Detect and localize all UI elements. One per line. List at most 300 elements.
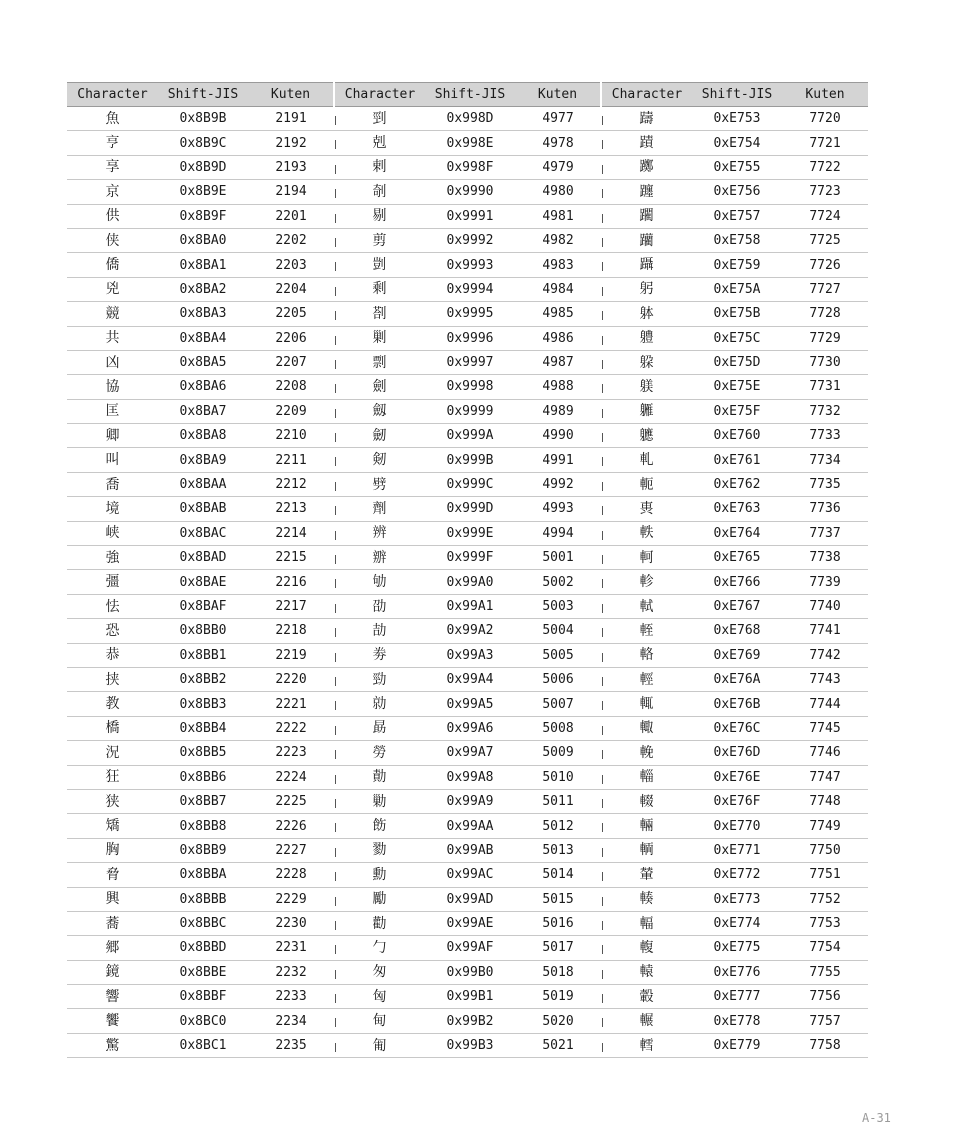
kuten-cell: 7731 (782, 375, 868, 399)
shift-jis-cell: 0x8BB6 (158, 765, 248, 789)
shift-jis-cell: 0x8BAF (158, 594, 248, 618)
shift-jis-cell: 0xE76F (692, 789, 782, 813)
character-cell: 狂 (67, 765, 158, 789)
character-cell: 輹 (601, 936, 692, 960)
table-row (67, 789, 868, 813)
kuten-cell: 2217 (248, 594, 334, 618)
shift-jis-cell: 0x999D (425, 497, 515, 521)
shift-jis-cell: 0x8BA4 (158, 326, 248, 350)
shift-jis-cell: 0xE765 (692, 546, 782, 570)
character-cell: 躑 (601, 155, 692, 179)
shift-jis-cell: 0xE76D (692, 741, 782, 765)
shift-jis-cell: 0xE75A (692, 277, 782, 301)
kuten-cell: 2193 (248, 155, 334, 179)
shift-jis-cell: 0xE773 (692, 887, 782, 911)
shift-jis-cell: 0x999F (425, 546, 515, 570)
character-cell: 挟 (67, 667, 158, 691)
character-cell: 劵 (334, 643, 425, 667)
table-row (67, 911, 868, 935)
character-cell: 強 (67, 546, 158, 570)
shift-jis-cell: 0xE755 (692, 155, 782, 179)
shift-jis-cell: 0x8BA7 (158, 399, 248, 423)
character-cell: 供 (67, 204, 158, 228)
shift-jis-cell: 0x9992 (425, 228, 515, 252)
character-cell: 軆 (601, 326, 692, 350)
kuten-cell: 5005 (515, 643, 601, 667)
shift-jis-cell: 0x999B (425, 448, 515, 472)
character-cell: 協 (67, 375, 158, 399)
character-cell: 劔 (334, 399, 425, 423)
table-row (67, 814, 868, 838)
kuten-cell: 2219 (248, 643, 334, 667)
shift-jis-cell: 0x8BAD (158, 546, 248, 570)
kuten-cell: 2202 (248, 228, 334, 252)
header-row (67, 83, 868, 107)
kuten-cell: 7727 (782, 277, 868, 301)
kuten-cell: 4978 (515, 131, 601, 155)
kuten-cell: 2206 (248, 326, 334, 350)
kuten-cell: 2232 (248, 960, 334, 984)
shift-jis-cell: 0xE777 (692, 985, 782, 1009)
shift-jis-cell: 0xE771 (692, 838, 782, 862)
shift-jis-cell: 0x8BBD (158, 936, 248, 960)
character-cell: 勹 (334, 936, 425, 960)
kuten-cell: 7721 (782, 131, 868, 155)
kuten-cell: 2205 (248, 302, 334, 326)
character-cell: 驚 (67, 1033, 158, 1057)
character-cell: 匡 (67, 399, 158, 423)
character-cell: 饗 (67, 1009, 158, 1033)
character-cell: 輕 (601, 667, 692, 691)
table-row (67, 497, 868, 521)
shift-jis-cell: 0xE764 (692, 521, 782, 545)
kuten-cell: 7736 (782, 497, 868, 521)
character-cell: 輜 (601, 765, 692, 789)
character-cell: 境 (67, 497, 158, 521)
kuten-cell: 4982 (515, 228, 601, 252)
character-cell: 軅 (601, 399, 692, 423)
character-cell: 劭 (334, 594, 425, 618)
character-cell: 匆 (334, 960, 425, 984)
character-cell: 軾 (601, 594, 692, 618)
character-cell: 享 (67, 155, 158, 179)
kuten-cell: 7741 (782, 619, 868, 643)
character-cell: 輾 (601, 1009, 692, 1033)
shift-jis-cell: 0x99A0 (425, 570, 515, 594)
shift-jis-cell: 0x8BC1 (158, 1033, 248, 1057)
kuten-cell: 2216 (248, 570, 334, 594)
table-row (67, 424, 868, 448)
kuten-cell: 5018 (515, 960, 601, 984)
shift-jis-cell: 0xE766 (692, 570, 782, 594)
table-row (67, 253, 868, 277)
kuten-cell: 5013 (515, 838, 601, 862)
shift-jis-cell: 0x8BBF (158, 985, 248, 1009)
kuten-cell: 2218 (248, 619, 334, 643)
shift-jis-cell: 0x8BA5 (158, 350, 248, 374)
shift-jis-cell: 0x8BB1 (158, 643, 248, 667)
shift-jis-cell: 0xE775 (692, 936, 782, 960)
kuten-cell: 2214 (248, 521, 334, 545)
table-row (67, 228, 868, 252)
kuten-cell: 5012 (515, 814, 601, 838)
table-row (67, 546, 868, 570)
table-row (67, 887, 868, 911)
character-cell: 轂 (601, 985, 692, 1009)
shift-jis-cell: 0x8BC0 (158, 1009, 248, 1033)
kuten-cell: 7747 (782, 765, 868, 789)
shift-jis-cell: 0xE756 (692, 180, 782, 204)
character-cell: 競 (67, 302, 158, 326)
kuten-cell: 7720 (782, 107, 868, 131)
character-cell: 勳 (334, 863, 425, 887)
kuten-cell: 7726 (782, 253, 868, 277)
kuten-cell: 4994 (515, 521, 601, 545)
table-row (67, 131, 868, 155)
shift-jis-cell: 0xE772 (692, 863, 782, 887)
kuten-cell: 4986 (515, 326, 601, 350)
table-row (67, 375, 868, 399)
kuten-cell: 2223 (248, 741, 334, 765)
table-row (67, 326, 868, 350)
kuten-cell: 5008 (515, 716, 601, 740)
kuten-cell: 2220 (248, 667, 334, 691)
shift-jis-cell: 0xE753 (692, 107, 782, 131)
table-row (67, 960, 868, 984)
character-cell: 輳 (601, 887, 692, 911)
shift-jis-cell: 0x8BA3 (158, 302, 248, 326)
shift-jis-cell: 0x8B9F (158, 204, 248, 228)
kuten-cell: 7756 (782, 985, 868, 1009)
kuten-cell: 7746 (782, 741, 868, 765)
shift-jis-cell: 0x99B1 (425, 985, 515, 1009)
kuten-cell: 7737 (782, 521, 868, 545)
character-cell: 躾 (601, 375, 692, 399)
shift-jis-cell: 0xE76C (692, 716, 782, 740)
kuten-cell: 7755 (782, 960, 868, 984)
shift-jis-cell: 0x99A6 (425, 716, 515, 740)
character-cell: 胸 (67, 838, 158, 862)
kuten-cell: 7733 (782, 424, 868, 448)
character-cell: 躙 (601, 204, 692, 228)
kuten-cell: 2234 (248, 1009, 334, 1033)
shift-jis-cell: 0xE75C (692, 326, 782, 350)
character-cell: 共 (67, 326, 158, 350)
character-code-table (67, 82, 868, 1058)
shift-jis-cell: 0xE754 (692, 131, 782, 155)
shift-jis-cell: 0x999A (425, 424, 515, 448)
character-cell: 橋 (67, 716, 158, 740)
shift-jis-cell: 0x8B9E (158, 180, 248, 204)
table-row (67, 155, 868, 179)
shift-jis-cell: 0x9998 (425, 375, 515, 399)
kuten-cell: 7751 (782, 863, 868, 887)
header-shift-jis: Shift-JIS (158, 83, 248, 107)
character-cell: 軫 (601, 570, 692, 594)
shift-jis-cell: 0xE763 (692, 497, 782, 521)
page-number: A-31 (862, 1111, 891, 1125)
table-row (67, 692, 868, 716)
character-cell: 狭 (67, 789, 158, 813)
kuten-cell: 4988 (515, 375, 601, 399)
shift-jis-cell: 0x8BB9 (158, 838, 248, 862)
character-cell: 勸 (334, 911, 425, 935)
table-body (67, 107, 868, 1058)
character-cell: 軈 (601, 424, 692, 448)
kuten-cell: 2225 (248, 789, 334, 813)
shift-jis-cell: 0x998E (425, 131, 515, 155)
table-row (67, 277, 868, 301)
shift-jis-cell: 0xE761 (692, 448, 782, 472)
shift-jis-cell: 0xE762 (692, 472, 782, 496)
header-character: Character (601, 83, 692, 107)
character-cell: 躬 (601, 277, 692, 301)
character-cell: 輓 (601, 741, 692, 765)
character-cell: 恭 (67, 643, 158, 667)
shift-jis-cell: 0x8BAC (158, 521, 248, 545)
kuten-cell: 2227 (248, 838, 334, 862)
shift-jis-cell: 0x9994 (425, 277, 515, 301)
character-cell: 剱 (334, 448, 425, 472)
kuten-cell: 4992 (515, 472, 601, 496)
character-cell: 輙 (601, 716, 692, 740)
shift-jis-cell: 0xE76A (692, 667, 782, 691)
shift-jis-cell: 0x999E (425, 521, 515, 545)
shift-jis-cell: 0x99B2 (425, 1009, 515, 1033)
shift-jis-cell: 0x8BB8 (158, 814, 248, 838)
header-character: Character (67, 83, 158, 107)
kuten-cell: 7730 (782, 350, 868, 374)
character-cell: 卿 (67, 424, 158, 448)
shift-jis-cell: 0x99A8 (425, 765, 515, 789)
shift-jis-cell: 0xE76E (692, 765, 782, 789)
kuten-cell: 2203 (248, 253, 334, 277)
character-cell: 叫 (67, 448, 158, 472)
shift-jis-cell: 0x8BAE (158, 570, 248, 594)
character-cell: 喬 (67, 472, 158, 496)
shift-jis-cell: 0x8B9D (158, 155, 248, 179)
character-cell: 勗 (334, 716, 425, 740)
shift-jis-cell: 0x8BB0 (158, 619, 248, 643)
character-cell: 躰 (601, 302, 692, 326)
character-cell: 鏡 (67, 960, 158, 984)
kuten-cell: 7744 (782, 692, 868, 716)
shift-jis-cell: 0x8BAB (158, 497, 248, 521)
character-cell: 輅 (601, 643, 692, 667)
kuten-cell: 2230 (248, 911, 334, 935)
table-row (67, 204, 868, 228)
shift-jis-cell: 0x99A4 (425, 667, 515, 691)
shift-jis-cell: 0xE774 (692, 911, 782, 935)
header-shift-jis: Shift-JIS (692, 83, 782, 107)
character-cell: 勣 (334, 765, 425, 789)
shift-jis-cell: 0xE769 (692, 643, 782, 667)
character-cell: 矯 (67, 814, 158, 838)
table-row (67, 350, 868, 374)
kuten-cell: 7757 (782, 1009, 868, 1033)
kuten-cell: 7749 (782, 814, 868, 838)
shift-jis-cell: 0xE759 (692, 253, 782, 277)
kuten-cell: 2212 (248, 472, 334, 496)
kuten-cell: 7752 (782, 887, 868, 911)
kuten-cell: 4983 (515, 253, 601, 277)
kuten-cell: 4990 (515, 424, 601, 448)
kuten-cell: 2204 (248, 277, 334, 301)
character-cell: 輌 (601, 838, 692, 862)
shift-jis-cell: 0x8B9B (158, 107, 248, 131)
character-cell: 劬 (334, 570, 425, 594)
shift-jis-cell: 0xE75B (692, 302, 782, 326)
character-cell: 剋 (334, 131, 425, 155)
kuten-cell: 7722 (782, 155, 868, 179)
shift-jis-cell: 0x99AE (425, 911, 515, 935)
kuten-cell: 2226 (248, 814, 334, 838)
table-row (67, 570, 868, 594)
character-cell: 剔 (334, 204, 425, 228)
character-cell: 剴 (334, 253, 425, 277)
kuten-cell: 7734 (782, 448, 868, 472)
shift-jis-cell: 0x99A7 (425, 741, 515, 765)
shift-jis-cell: 0x9995 (425, 302, 515, 326)
character-cell: 興 (67, 887, 158, 911)
character-cell: 躊 (601, 107, 692, 131)
kuten-cell: 5016 (515, 911, 601, 935)
kuten-cell: 2229 (248, 887, 334, 911)
shift-jis-cell: 0x8BA2 (158, 277, 248, 301)
character-cell: 亨 (67, 131, 158, 155)
character-cell: 輟 (601, 789, 692, 813)
shift-jis-cell: 0x8BBA (158, 863, 248, 887)
shift-jis-cell: 0x8BB4 (158, 716, 248, 740)
shift-jis-cell: 0xE778 (692, 1009, 782, 1033)
kuten-cell: 7753 (782, 911, 868, 935)
character-cell: 況 (67, 741, 158, 765)
character-cell: 僑 (67, 253, 158, 277)
kuten-cell: 2192 (248, 131, 334, 155)
shift-jis-cell: 0x8BA0 (158, 228, 248, 252)
character-cell: 辧 (334, 546, 425, 570)
kuten-cell: 2222 (248, 716, 334, 740)
character-cell: 剩 (334, 277, 425, 301)
character-cell: 劈 (334, 472, 425, 496)
character-cell: 勍 (334, 692, 425, 716)
table-row (67, 765, 868, 789)
table-row (67, 180, 868, 204)
kuten-cell: 2207 (248, 350, 334, 374)
table-row (67, 716, 868, 740)
character-cell: 輻 (601, 911, 692, 935)
kuten-cell: 5014 (515, 863, 601, 887)
kuten-cell: 2213 (248, 497, 334, 521)
character-cell: 飭 (334, 814, 425, 838)
kuten-cell: 5004 (515, 619, 601, 643)
shift-jis-cell: 0xE767 (692, 594, 782, 618)
character-cell: 劒 (334, 424, 425, 448)
table-row (67, 594, 868, 618)
shift-jis-cell: 0x8BBE (158, 960, 248, 984)
kuten-cell: 4993 (515, 497, 601, 521)
kuten-cell: 2211 (248, 448, 334, 472)
kuten-cell: 5015 (515, 887, 601, 911)
table-row (67, 936, 868, 960)
shift-jis-cell: 0x8BBC (158, 911, 248, 935)
kuten-cell: 7745 (782, 716, 868, 740)
kuten-cell: 7735 (782, 472, 868, 496)
character-cell: 蹟 (601, 131, 692, 155)
kuten-cell: 2191 (248, 107, 334, 131)
character-cell: 凶 (67, 350, 158, 374)
shift-jis-cell: 0x99A2 (425, 619, 515, 643)
character-cell: 躔 (601, 180, 692, 204)
kuten-cell: 2194 (248, 180, 334, 204)
shift-jis-cell: 0xE768 (692, 619, 782, 643)
character-cell: 軣 (601, 497, 692, 521)
character-cell: 劑 (334, 497, 425, 521)
table-row (67, 472, 868, 496)
kuten-cell: 7750 (782, 838, 868, 862)
table-row (67, 985, 868, 1009)
character-cell: 京 (67, 180, 158, 204)
character-cell: 轅 (601, 960, 692, 984)
character-cell: 怯 (67, 594, 158, 618)
shift-jis-cell: 0x99AC (425, 863, 515, 887)
shift-jis-cell: 0x99B3 (425, 1033, 515, 1057)
character-cell: 劍 (334, 375, 425, 399)
kuten-cell: 5009 (515, 741, 601, 765)
shift-jis-cell: 0xE75E (692, 375, 782, 399)
shift-jis-cell: 0x99AB (425, 838, 515, 862)
shift-jis-cell: 0x99AA (425, 814, 515, 838)
character-cell: 勦 (334, 789, 425, 813)
header-character: Character (334, 83, 425, 107)
character-cell: 輛 (601, 814, 692, 838)
kuten-cell: 5002 (515, 570, 601, 594)
character-cell: 躡 (601, 253, 692, 277)
kuten-cell: 5003 (515, 594, 601, 618)
character-cell: 峡 (67, 521, 158, 545)
character-cell: 劼 (334, 619, 425, 643)
character-cell: 剞 (334, 180, 425, 204)
shift-jis-cell: 0x8B9C (158, 131, 248, 155)
character-cell: 郷 (67, 936, 158, 960)
kuten-cell: 5019 (515, 985, 601, 1009)
shift-jis-cell: 0x8BB5 (158, 741, 248, 765)
shift-jis-cell: 0x99A3 (425, 643, 515, 667)
kuten-cell: 4985 (515, 302, 601, 326)
shift-jis-cell: 0x99A5 (425, 692, 515, 716)
character-cell: 剳 (334, 302, 425, 326)
kuten-cell: 4989 (515, 399, 601, 423)
header-kuten: Kuten (515, 83, 601, 107)
shift-jis-cell: 0x8BB3 (158, 692, 248, 716)
shift-jis-cell: 0x998D (425, 107, 515, 131)
kuten-cell: 4979 (515, 155, 601, 179)
shift-jis-cell: 0x8BA6 (158, 375, 248, 399)
shift-jis-cell: 0x998F (425, 155, 515, 179)
character-cell: 軻 (601, 546, 692, 570)
shift-jis-cell: 0x9993 (425, 253, 515, 277)
character-cell: 輦 (601, 863, 692, 887)
character-cell: 脅 (67, 863, 158, 887)
kuten-cell: 7732 (782, 399, 868, 423)
shift-jis-cell: 0xE770 (692, 814, 782, 838)
table-row (67, 838, 868, 862)
kuten-cell: 7739 (782, 570, 868, 594)
kuten-cell: 7742 (782, 643, 868, 667)
kuten-cell: 2228 (248, 863, 334, 887)
shift-jis-cell: 0x8BA8 (158, 424, 248, 448)
kuten-cell: 7740 (782, 594, 868, 618)
